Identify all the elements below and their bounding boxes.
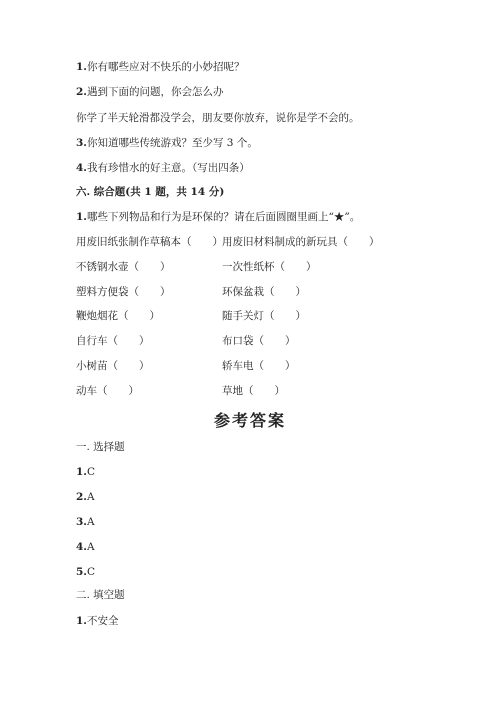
section-6-heading: 六. 综合题(共 1 题，共 14 分) <box>76 186 225 198</box>
answer-number: 1. <box>76 615 87 627</box>
answer-item <box>76 465 95 479</box>
eco-item-right: 轿车电（ ） <box>222 360 296 372</box>
answer-value: A <box>86 541 95 553</box>
question-text: 我有珍惜水的好主意。（写出四条） <box>86 162 250 174</box>
question-number: 2. <box>76 86 87 98</box>
question-2 <box>76 85 223 99</box>
question-number: 1. <box>76 211 87 223</box>
eco-item-left: 小树苗（ ） <box>76 360 150 372</box>
answer-section-1-heading: 一. 选择题 <box>76 441 125 453</box>
question-number: 3. <box>76 137 87 149</box>
section-6-question <box>76 210 360 224</box>
question-text: 你有哪些应对不快乐的小妙招呢？ <box>86 61 245 73</box>
eco-item-left: 不锈钢水壶（ ） <box>76 261 171 273</box>
answer-value: C <box>86 466 96 478</box>
eco-item-right: 随手关灯（ ） <box>222 310 306 322</box>
answer-item <box>76 565 95 579</box>
eco-item-left: 用废旧纸张制作草稿本（ ） <box>76 236 223 248</box>
eco-item-left: 自行车（ ） <box>76 335 150 347</box>
eco-item-right: 布口袋（ ） <box>222 335 296 347</box>
question-text: 你知道哪些传统游戏？至少写 3 个。 <box>86 137 258 149</box>
answer-section-2-heading: 二. 填空题 <box>76 589 125 601</box>
answer-number: 4. <box>76 541 87 553</box>
answer-item <box>76 614 118 628</box>
answer-key-title: 参考答案 <box>213 411 286 430</box>
question-text: 哪些下列物品和行为是环保的？请在后面圆圈里画上“★”。 <box>86 211 361 223</box>
question-text: 你学了半天轮滑都没学会，朋友要你放弃，说你是学不会的。 <box>76 112 360 124</box>
answer-item <box>76 490 95 504</box>
question-4 <box>76 161 250 175</box>
question-number: 4. <box>76 162 87 174</box>
answer-item <box>76 515 95 529</box>
answer-number: 3. <box>76 516 87 528</box>
answer-value: A <box>86 491 95 503</box>
eco-item-right: 环保盆栽（ ） <box>222 286 306 298</box>
answer-item <box>76 540 95 554</box>
answer-value: C <box>86 566 96 578</box>
eco-item-left: 鞭炮烟花（ ） <box>76 310 160 322</box>
answer-number: 2. <box>76 491 87 503</box>
answer-number: 5. <box>76 566 87 578</box>
eco-item-left: 动车（ ） <box>76 385 139 397</box>
eco-item-left: 塑料方便袋（ ） <box>76 286 171 298</box>
eco-item-right: 一次性纸杯（ ） <box>222 261 317 273</box>
answer-number: 1. <box>76 466 87 478</box>
question-number: 1. <box>76 61 87 73</box>
question-1 <box>76 60 244 74</box>
answer-value: A <box>86 516 95 528</box>
eco-item-right: 用废旧材料制成的新玩具（ ） <box>222 236 380 248</box>
question-2-scenario <box>76 111 360 125</box>
question-text: 遇到下面的问题，你会怎么办 <box>86 86 224 98</box>
question-3 <box>76 136 258 150</box>
eco-item-right: 草地（ ） <box>222 385 285 397</box>
answer-value: 不安全 <box>86 615 119 627</box>
